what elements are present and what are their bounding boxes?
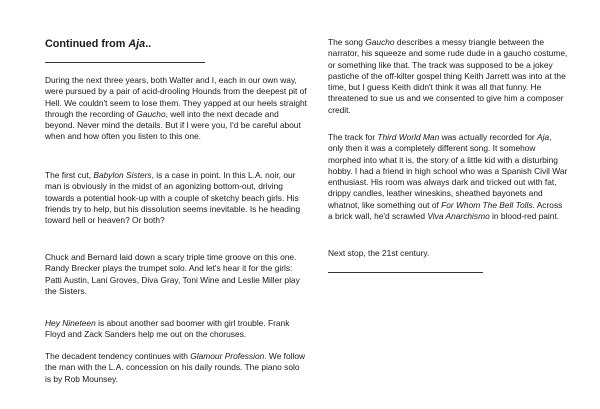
paragraph-6: The song Gaucho describes a messy triangle between the narrator, his squeeze and some rude dude in a gaucho costume, or something like that. The track was supposed to be a jokey pastiche of the off-kilter gospel thing Keith Jarrett was into at the time, but I guess Keith didn't think it was all that funny. He threatened to sue us and we consented to give him a composer credit. <box>328 37 568 115</box>
paragraph-5: The decadent tendency continues with Glamour Profession. We follow the man with the L.A. concession on his daily rounds. The piano solo is by Rob Mounsey. <box>45 351 306 384</box>
title-divider <box>45 62 205 63</box>
paragraph-7: The track for Third World Man was actually recorded for Aja, only then it was a completely different song. It somehow morphed into what it is, the story of a little kid with a disturbing hobby. I had a friend in high school who was a Spanish Civil War enthusiast. His room was always dark and tricked out with fat, drippy candles, leather wineskins, sheathed bayonets and whatnot, like something out of For Whom The Bell Tolls. Across a brick wall, he'd scrawled Viva Anarchismo in blood-red paint. <box>328 132 568 222</box>
paragraph-3: Chuck and Bernard laid down a scary triple time groove on this one. Randy Brecker plays the trumpet solo. And let's hear it for the girls: Patti Austin, Lani Groves, Diva Gray, Toni Wine and Leslie Miller play the Sisters. <box>45 252 300 296</box>
paragraph-2: The first cut, Babylon Sisters, is a case in point. In this L.A. noir, our man is obviously in the midst of an agonizing bottom-out, driving towards a potential hook-up with a couple of sketchy beach girls. His friends try to help, but his dissolution seems inevitable. Is he heading toward hell or heaven? Or both? <box>45 170 301 226</box>
end-divider <box>328 272 483 273</box>
paragraph-4: Hey Nineteen is about another sad boomer with girl trouble. Frank Floyd and Zack Sanders help me out on the choruses. <box>45 318 290 340</box>
page-title: Continued from Aja.. <box>45 38 152 50</box>
paragraph-1: During the next three years, both Walter and I, each in our own way, were pursued by a pair of acid-drooling Hounds from the deepest pit of Hell. We couldn't seem to lose them. They yapped at our heels straight through the recording of Gaucho, well into the next decade and beyond. Never mind the details. But if I were you, I'd be careful about when and how often you listen to this one. <box>45 75 307 142</box>
paragraph-8: Next stop, the 21st century. <box>328 248 430 258</box>
